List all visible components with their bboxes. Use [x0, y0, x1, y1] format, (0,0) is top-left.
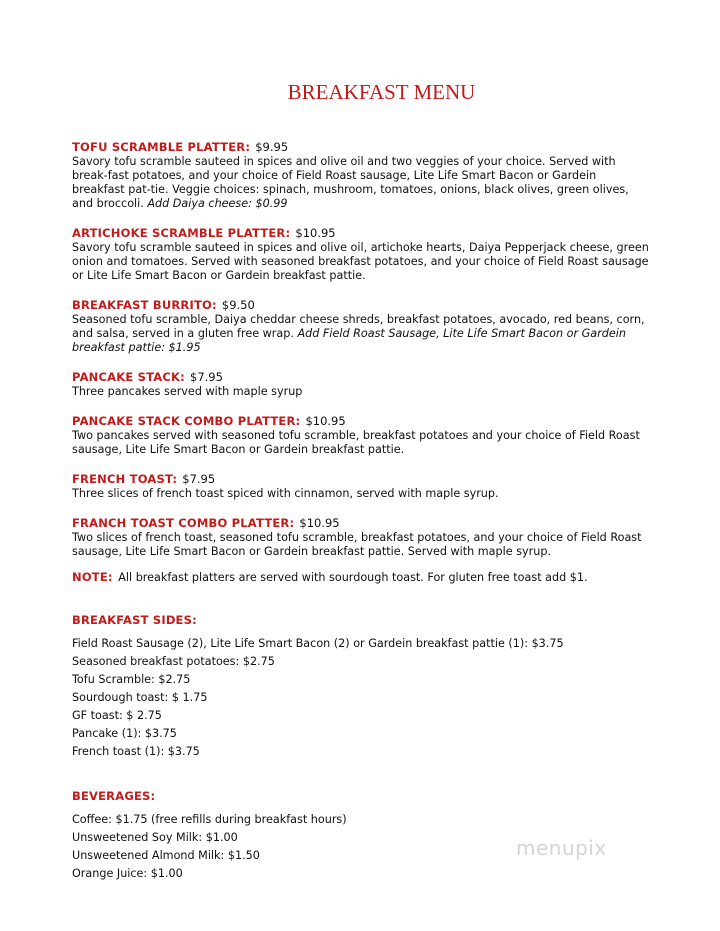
item-description: Two pancakes served with seasoned tofu scramble, breakfast potatoes and your choice of Field Roast sausage, Lite Life Smart Bacon or Gardein breakfast pattie.	[72, 429, 640, 456]
item-name: PANCAKE STACK:	[72, 370, 185, 384]
item-addon: Add Daiya cheese: $0.99	[147, 197, 288, 210]
menu-item	[72, 366, 652, 399]
item-name: TOFU SCRAMBLE PLATTER:	[72, 140, 251, 154]
beverages-title: BEVERAGES:	[72, 789, 156, 803]
item-price: $7.95	[190, 370, 223, 384]
side-item: French toast (1): $3.75	[72, 745, 200, 758]
menu-title: BREAKFAST MENU	[287, 80, 476, 104]
item-name: ARTICHOKE SCRAMBLE PLATTER:	[72, 226, 291, 240]
menu-item	[72, 512, 652, 559]
beverage-item: Unsweetened Almond Milk: $1.50	[72, 849, 260, 862]
item-description: Three slices of french toast spiced with cinnamon, served with maple syrup.	[72, 487, 499, 500]
sides-section	[72, 613, 652, 761]
item-description: Savory tofu scramble sauteed in spices and olive oil, artichoke hearts, Daiya Pepperjack cheese, green onion and tomatoes. Served with seasoned breakfast potatoes, and your choice of Field Roast sausage or Lite Life Smart Bacon or Gardein breakfast pattie.	[72, 241, 649, 282]
menu-item	[72, 222, 652, 283]
item-name: FRANCH TOAST COMBO PLATTER:	[72, 516, 295, 530]
item-name: FRENCH TOAST:	[72, 472, 178, 486]
item-name: PANCAKE STACK COMBO PLATTER:	[72, 414, 301, 428]
beverage-item: Unsweetened Soy Milk: $1.00	[72, 831, 238, 844]
side-item: Field Roast Sausage (2), Lite Life Smart Bacon (2) or Gardein breakfast pattie (1): $3.75	[72, 637, 564, 650]
item-description: Three pancakes served with maple syrup	[72, 385, 303, 398]
beverage-item: Coffee: $1.75 (free refills during breakfast hours)	[72, 813, 347, 826]
item-name: BREAKFAST BURRITO:	[72, 298, 217, 312]
note-text: All breakfast platters are served with sourdough toast. For gluten free toast add $1.	[118, 571, 588, 584]
item-description: Savory tofu scramble sauteed in spices and olive oil and two veggies of your choice. Served with break-fast potatoes, and your choice of Field Roast sausage, Lite Life Smart Bacon or Gardein breakfast pat-tie. Veggie choices: spinach, mushroom, tomatoes, onions, black olives, green olives, and broccoli. Add Daiya cheese: $0.99	[72, 155, 629, 210]
side-item: Sourdough toast: $ 1.75	[72, 691, 208, 704]
menu-item	[72, 410, 652, 457]
item-price: $10.95	[299, 516, 340, 530]
side-item: GF toast: $ 2.75	[72, 709, 162, 722]
menu-item	[72, 468, 652, 501]
item-price: $7.95	[182, 472, 216, 486]
item-price: $10.95	[295, 226, 336, 240]
side-item: Pancake (1): $3.75	[72, 727, 177, 740]
item-addon: Add Field Roast Sausage, Lite Life Smart Bacon or Gardein breakfast pattie: $1.95	[72, 327, 626, 354]
sides-title: BREAKFAST SIDES:	[72, 613, 197, 627]
item-description: Seasoned tofu scramble, Daiya cheddar cheese shreds, breakfast potatoes, avocado, red beans, corn, and salsa, served in a gluten free wrap. Add Field Roast Sausage, Lite Life Smart Bacon or Gardein breakfast pattie: $1.95	[72, 313, 645, 354]
item-description: Two slices of french toast, seasoned tofu scramble, breakfast potatoes, and your choice of Field Roast sausage, Lite Life Smart Bacon or Gardein breakfast pattie. Served with maple syrup.	[72, 531, 642, 558]
item-price: $9.95	[255, 140, 289, 154]
menu-content	[72, 136, 652, 883]
menu-item	[72, 294, 652, 355]
note-label: NOTE:	[72, 570, 113, 584]
side-item: Tofu Scramble: $2.75	[72, 673, 191, 686]
menu-note	[72, 570, 652, 585]
side-item: Seasoned breakfast potatoes: $2.75	[72, 655, 275, 668]
watermark-logo: menupix	[516, 836, 607, 860]
menu-item	[72, 136, 652, 211]
item-price: $9.50	[221, 298, 255, 312]
beverage-item: Orange Juice: $1.00	[72, 867, 183, 880]
item-price: $10.95	[305, 414, 346, 428]
